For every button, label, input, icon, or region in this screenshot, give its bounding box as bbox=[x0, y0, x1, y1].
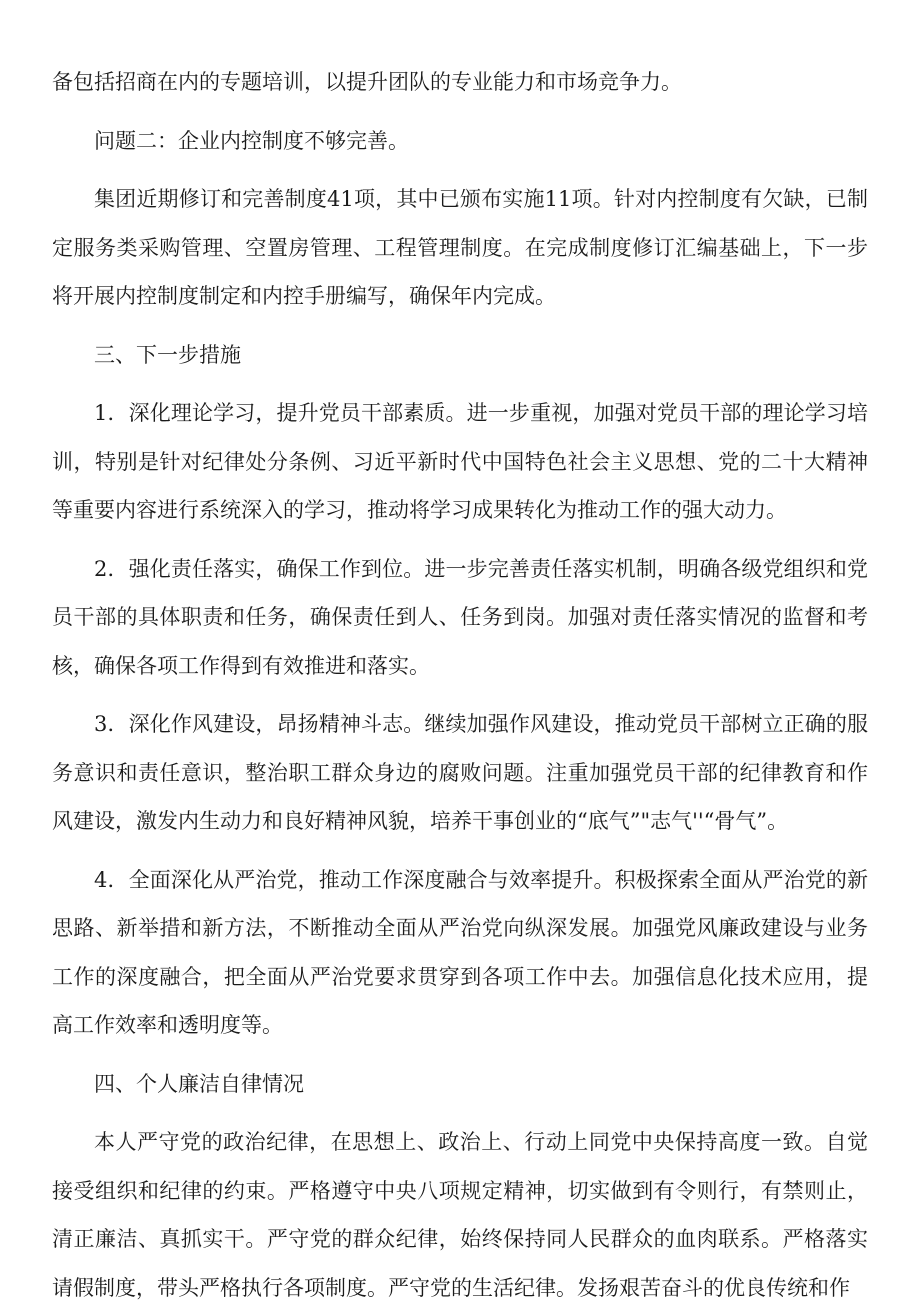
paragraph-measure-3: 3．深化作风建设，昂扬精神斗志。继续加强作风建设，推动党员干部树立正确的服务意识和责任意识，整治职工群众身边的腐败问题。注重加强党员干部的纪律教育和作风建设，激发内生动力和良好精神风貌，培养干事创业的“底气”"志气''“骨气”。 bbox=[52, 712, 868, 833]
paragraph-measure-2: 2．强化责任落实，确保工作到位。进一步完善责任落实机制，明确各级党组织和党员干部的具体职责和任务，确保责任到人、任务到岗。加强对责任落实情况的监督和考核，确保各项工作得到有效推进和落实。 bbox=[52, 556, 868, 678]
paragraph-measure-1: 1．深化理论学习，提升党员干部素质。进一步重视，加强对党员干部的理论学习培训，特别是针对纪律处分条例、习近平新时代中国特色社会主义思想、党的二十大精神等重要内容进行系统深入的学习，推动将学习成果转化为推动工作的强大动力。 bbox=[52, 401, 868, 522]
section-heading-integrity: 四、个人廉洁自律情况 bbox=[94, 1071, 304, 1096]
paragraph-integrity: 本人严守党的政治纪律，在思想上、政治上、行动上同党中央保持高度一致。自觉接受组织和纪律的约束。严格遵守中央八项规定精神，切实做到有令则行，有禁则止，清正廉洁、真抓实干。严守党的群众纪律，始终保持同人民群众的血肉联系。严格落实请假制度，带头严格执行各项制度。严守党的生活纪律。发扬艰苦奋斗的优良传统和作 bbox=[52, 1130, 868, 1300]
paragraph-system-revision: 集团近期修订和完善制度41项，其中已颁布实施11项。针对内控制度有欠缺，已制定服务类采购管理、空置房管理、工程管理制度。在完成制度修订汇编基础上，下一步将开展内控制度制定和内控手册编写，确保年内完成。 bbox=[52, 187, 868, 308]
subheading-problem-two: 问题二：企业内控制度不够完善。 bbox=[94, 128, 409, 153]
paragraph-continuation: 备包括招商在内的专题培训，以提升团队的专业能力和市场竞争力。 bbox=[52, 70, 682, 94]
section-heading-next-steps: 三、下一步措施 bbox=[94, 342, 241, 367]
paragraph-measure-4: 4．全面深化从严治党，推动工作深度融合与效率提升。积极探索全面从严治党的新思路、新举措和新方法，不断推动全面从严治党向纵深发展。加强党风廉政建设与业务工作的深度融合，把全面从严治党要求贯穿到各项工作中去。加强信息化技术应用，提高工作效率和透明度等。 bbox=[52, 867, 868, 1037]
